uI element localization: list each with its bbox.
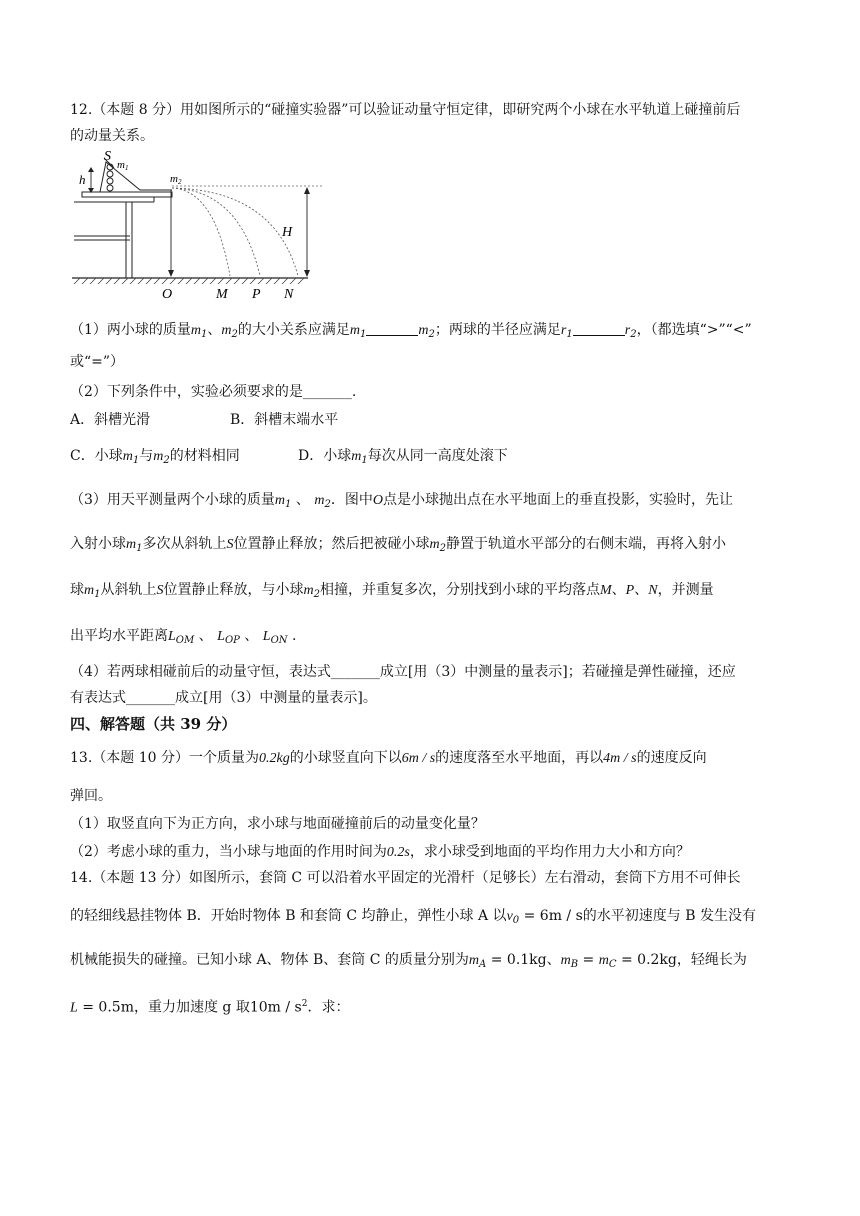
q12-part3-l4: 出平均水平距离$L_{OM}$ 、 $L_{OP}$ 、 $L_{ON}$ .: [70, 628, 297, 646]
section-heading: 四、解答题（共 39 分）: [70, 715, 237, 733]
q14-line2: 的轻细线悬挂物体 B．开始时物体 B 和套筒 C 均静止，弹性小球 A 以$v_0 = 6m / s$的水平初速度与 B 发生没有: [70, 908, 756, 926]
option-A: A．斜槽光滑: [70, 412, 151, 428]
q14-line4: L = 0.5m，重力加速度 g 取$10m / s^2$．求：: [70, 999, 350, 1016]
q12-part2: （2）下列条件中，实验必须要求的是_______.: [70, 384, 357, 400]
q12-part3-l2: 入射小球$m_1$多次从斜轨上S位置静止释放；然后把被碰小球$m_2$静置于轨道水平部分的右侧末端，再将入射小: [70, 536, 726, 554]
label-P: P: [252, 287, 261, 300]
q12-line1: 12.（本题 8 分）用如图所示的“碰撞实验器”可以验证动量守恒定律，即研究两个小球在水平轨道上碰撞前后: [70, 102, 741, 118]
label-H: H: [282, 225, 293, 240]
label-M: M: [216, 287, 228, 300]
q12-part1-cont: 或“=”）: [70, 354, 125, 370]
label-O: O: [162, 287, 173, 300]
q14-line1: 14.（本题 13 分）如图所示，套筒 C 可以沿着水平固定的光滑杆（足够长）左右滑动，套筒下方用不可伸长: [70, 870, 741, 886]
option-D: D．小球$m_1$每次从同一高度处滚下: [298, 448, 508, 466]
q12-part4-l2: 有表达式_______成立[用（3）中测量的量表示]。: [70, 690, 377, 706]
q13-line2: 弹回。: [70, 788, 112, 804]
label-S: S: [104, 150, 111, 164]
option-B: B．斜槽末端水平: [230, 412, 339, 428]
collision-apparatus-figure: [70, 150, 330, 300]
option-C: C．小球$m_1$与$m_2$的材料相同: [70, 448, 240, 466]
q12-part1: （1）两小球的质量$m_1$、$m_2$的大小关系应满足$m_1$ $m_2$；两球的半径应满足$r_1$ $r_2$，（都选填“>”“<”: [70, 322, 752, 340]
q13-part2: （2）考虑小球的重力，当小球与地面的作用时间为0.2s，求小球受到地面的平均作用力大小和方向？: [70, 844, 690, 860]
q12-part3-l1: （3）用天平测量两个小球的质量$m_1$ 、 $m_2$．图中O点是小球抛出点在水平地面上的垂直投影，实验时，先让: [70, 492, 733, 510]
label-h: h: [79, 172, 86, 187]
q12-part3-l3: 球$m_1$从斜轨上S位置静止释放，与小球$m_2$相撞，并重复多次，分别找到小球的平均落点M、P、N，并测量: [70, 582, 714, 600]
q13-part1: （1）取竖直向下为正方向，求小球与地面碰撞前后的动量变化量？: [70, 816, 485, 832]
label-m1: m1: [117, 159, 129, 172]
q12-part4-l1: （4）若两球相碰前后的动量守恒，表达式_______成立[用（3）中测量的量表示]；若碰撞是弹性碰撞，还应: [70, 664, 736, 680]
q12-line2: 的动量关系。: [70, 128, 154, 144]
label-N: N: [284, 287, 294, 300]
label-m2: m2: [170, 173, 182, 186]
q13-line1: 13.（本题 10 分）一个质量为0.2kg的小球竖直向下以6m / s的速度落至水平地面，再以4m / s的速度反向: [70, 750, 707, 766]
q14-line3: 机械能损失的碰撞。已知小球 A、物体 B、套筒 C 的质量分别为$m_A = 0.1kg$、$m_B = m_C = 0.2kg$，轻绳长为: [70, 952, 747, 970]
